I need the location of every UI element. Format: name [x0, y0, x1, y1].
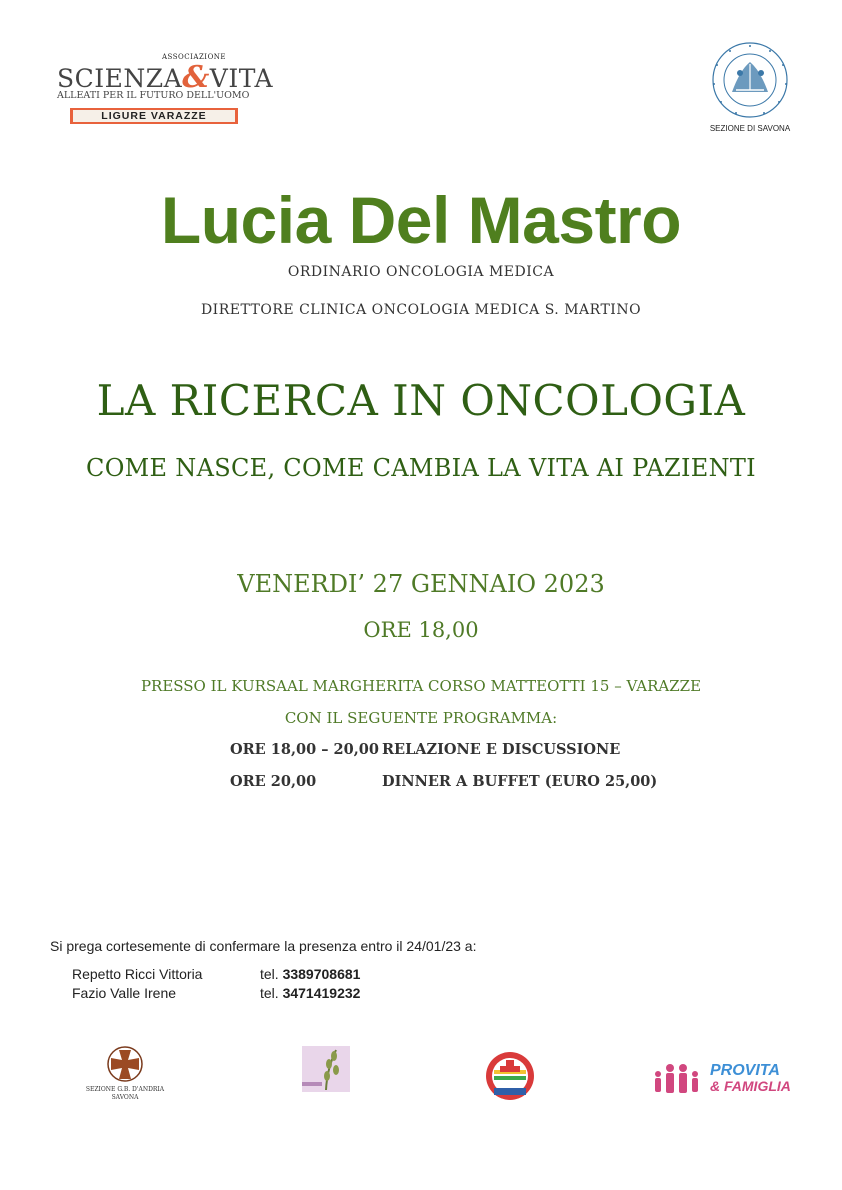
family-icon — [648, 1058, 708, 1098]
speaker-role-2: DIRETTORE CLINICA ONCOLOGIA MEDICA S. MARTINO — [200, 302, 642, 318]
badge-icon — [484, 1050, 536, 1102]
round-badge-logo — [484, 1050, 536, 1102]
ucid-small-caption-2: SAVONA — [111, 1094, 139, 1101]
provita-line-2: & FAMIGLIA — [710, 1078, 791, 1094]
program-time-2: ORE 20,00 — [230, 773, 317, 790]
logo-brand-amp: & — [182, 60, 210, 95]
contact-name-1: Repetto Ricci Vittoria — [72, 966, 203, 982]
event-time: ORE 18,00 — [363, 618, 479, 642]
rsvp-note: Si prega cortesemente di confermare la presenza entro il 24/01/23 a: — [50, 938, 477, 954]
logo-assoc-label: ASSOCIAZIONE — [162, 53, 227, 61]
program-desc-1: RELAZIONE E DISCUSSIONE — [382, 741, 621, 758]
provita-line-1: PROVITA — [710, 1062, 780, 1079]
logo-section-label: LIGURE VARAZZE — [73, 110, 235, 122]
tel-prefix: tel. — [260, 985, 279, 1001]
program-intro: CON IL SEGUENTE PROGRAMMA: — [284, 709, 558, 727]
tel-prefix: tel. — [260, 966, 279, 982]
event-venue: PRESSO IL KURSAAL MARGHERITA CORSO MATTEOTTI 15 – VARAZZE — [140, 677, 702, 695]
event-subtitle: COME NASCE, COME CAMBIA LA VITA AI PAZIENTI — [86, 454, 756, 482]
scienza-vita-logo — [52, 48, 277, 128]
speaker-role-1: ORDINARIO ONCOLOGIA MEDICA — [287, 264, 555, 280]
speaker-name: Lucia Del Mastro — [160, 183, 682, 257]
contact-phone-2: 3471419232 — [282, 985, 361, 1001]
contact-tel-2 — [260, 985, 360, 1001]
program-time-1: ORE 18,00 – 20,00 — [230, 741, 379, 758]
provita-famiglia-logo — [648, 1058, 803, 1098]
contact-tel-1 — [260, 966, 360, 982]
contact-phone-1: 3389708681 — [282, 966, 361, 982]
ucid-logo — [700, 40, 800, 140]
ucid-seal-icon — [700, 40, 800, 124]
plant-icon — [296, 1044, 356, 1094]
logo-brand-right: VITA — [209, 64, 274, 93]
program-desc-2: DINNER A BUFFET (EURO 25,00) — [382, 773, 658, 790]
logo-brand-left: SCIENZA — [57, 64, 183, 93]
ucid-small-caption-1: SEZIONE G.B. D'ANDRIA — [85, 1086, 165, 1093]
contact-name-2: Fazio Valle Irene — [72, 985, 177, 1001]
event-date: VENERDI’ 27 GENNAIO 2023 — [237, 570, 605, 598]
plant-logo — [296, 1044, 356, 1109]
cross-seal-icon — [85, 1044, 165, 1086]
ucid-caption: SEZIONE DI SAVONA — [709, 124, 791, 133]
event-title: LA RICERCA IN ONCOLOGIA — [96, 376, 746, 425]
logo-section-bar — [70, 108, 238, 124]
logo-tagline: ALLEATI PER IL FUTURO DELL'UOMO — [57, 90, 250, 101]
